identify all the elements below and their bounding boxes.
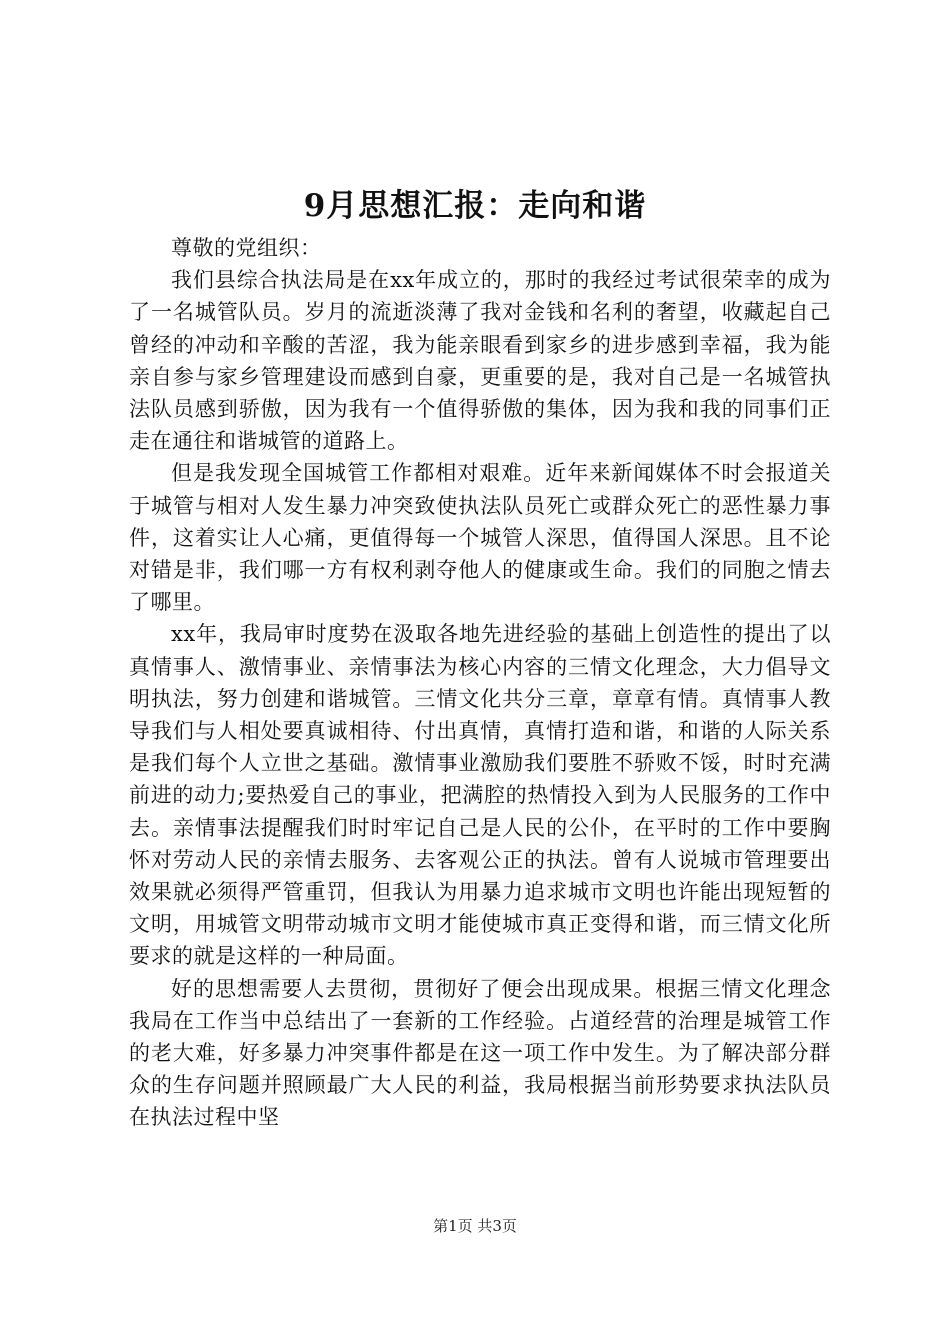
paragraph-4: 好的思想需要人去贯彻，贯彻好了便会出现成果。根据三情文化理念我局在工作当中总结出了一套新的工作经验。占道经营的治理是城管工作的老大难，好多暴力冲突事件都是在这一项工作中发生。为了解决部分群众的生存问题并照顾最广大人民的利益，我局根据当前形势要求执法队员在执法过程中坚 bbox=[129, 976, 831, 1130]
document-title: 9月思想汇报：走向和谐 bbox=[303, 188, 647, 224]
paragraph-2: 但是我发现全国城管工作都相对艰难。近年来新闻媒体不时会报道关于城管与相对人发生暴力冲突致使执法队员死亡或群众死亡的恶性暴力事件，这着实让人心痛，更值得每一个城管人深思，值得国人深思。且不论对错是非，我们哪一方有权利剥夺他人的健康或生命。我们的同胞之情去了哪里。 bbox=[129, 461, 831, 615]
paragraph-1: 我们县综合执法局是在xx年成立的，那时的我经过考试很荣幸的成为了一名城管队员。岁月的流逝淡薄了我对金钱和名利的奢望，收藏起自己曾经的冲动和辛酸的苦涩，我为能亲眼看到家乡的进步感到幸福，我为能亲自参与家乡管理建设而感到自豪，更重要的是，我对自己是一名城管执法队员感到骄傲，因为我有一个值得骄傲的集体，因为我和我的同事们正走在通往和谐城管的道路上。 bbox=[129, 268, 831, 454]
salutation: 尊敬的党组织： bbox=[171, 236, 322, 260]
paragraph-3: xx年，我局审时度势在汲取各地先进经验的基础上创造性的提出了以真情事人、激情事业、亲情事法为核心内容的三情文化理念，大力倡导文明执法，努力创建和谐城管。三情文化共分三章，章章有情。真情事人教导我们与人相处要真诚相待、付出真情，真情打造和谐，和谐的人际关系是我们每个人立世之基础。激情事业激励我们要胜不骄败不馁，时时充满前进的动力;要热爱自己的事业，把满腔的热情投入到为人民服务的工作中去。亲情事法提醒我们时时牢记自己是人民的公仆，在平时的工作中要胸怀对劳动人民的亲情去服务、去客观公正的执法。曾有人说城市管理要出效果就必须得严管重罚，但我认为用暴力追求城市文明也许能出现短暂的文明，用城管文明带动城市文明才能使城市真正变得和谐，而三情文化所要求的就是这样的一种局面。 bbox=[129, 622, 831, 969]
page-footer: 第1页 共3页 bbox=[433, 1217, 517, 1235]
document-body bbox=[129, 232, 831, 1134]
